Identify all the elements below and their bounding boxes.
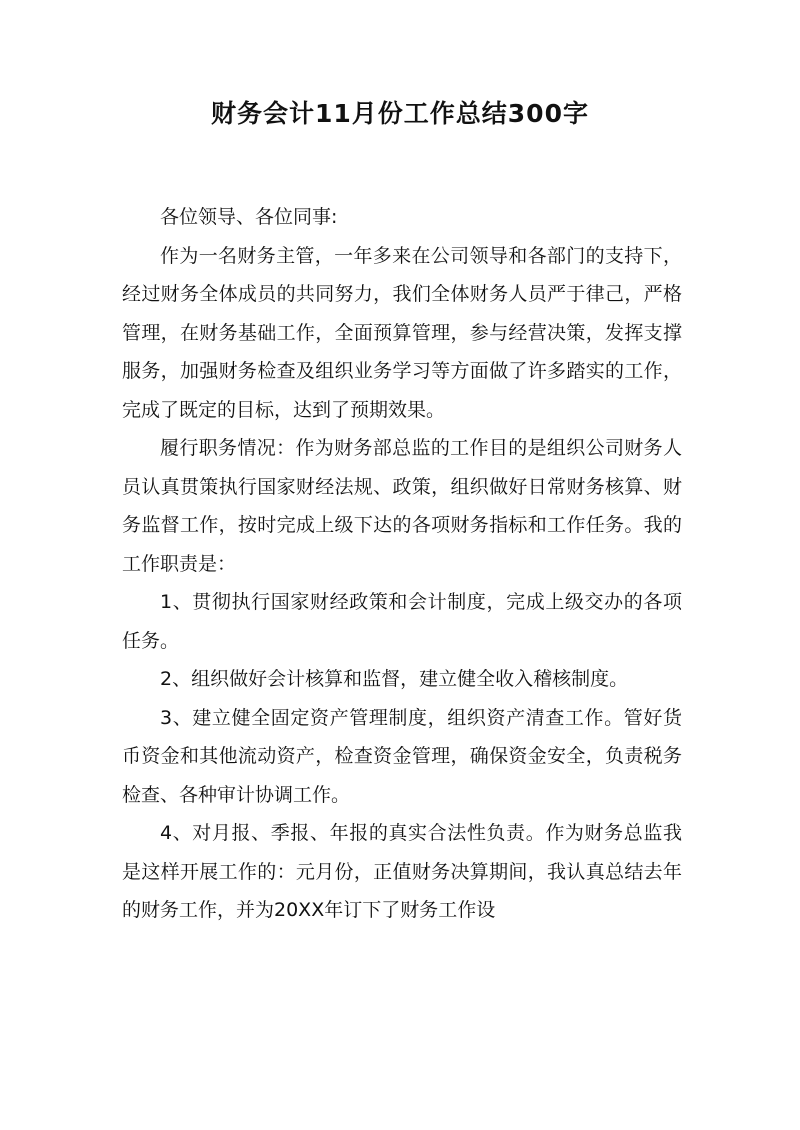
duties-paragraph: 履行职务情况：作为财务部总监的工作目的是组织公司财务人员认真贯策执行国家财经法规、政策，组织做好日常财务核算、财务监督工作，按时完成上级下达的各项财务指标和工作任务。我的工作职责是： bbox=[122, 437, 682, 575]
list-item-2: 2、组织做好会计核算和监督，建立健全收入稽核制度。 bbox=[160, 668, 629, 690]
intro-paragraph: 作为一名财务主管，一年多来在公司领导和各部门的支持下，经过财务全体成员的共同努力，我们全体财务人员严于律己，严格管理，在财务基础工作，全面预算管理，参与经营决策，发挥支撑服务，加强财务检查及组织业务学习等方面做了许多踏实的工作，完成了既定的目标，达到了预期效果。 bbox=[122, 244, 682, 421]
list-item-3: 3、建立健全固定资产管理制度，组织资产清查工作。管好货币资金和其他流动资产，检查资金管理，确保资金安全，负责税务检查、各种审计协调工作。 bbox=[122, 706, 682, 806]
list-item-1: 1、贯彻执行国家财经政策和会计制度，完成上级交办的各项任务。 bbox=[122, 591, 682, 652]
document-body bbox=[122, 198, 682, 930]
document-title: 财务会计11月份工作总结300字 bbox=[211, 99, 589, 128]
list-item-4: 4、对月报、季报、年报的真实合法性负责。作为财务总监我是这样开展工作的：元月份，正值财务决算期间，我认真总结去年的财务工作，并为20XX年订下了财务工作设 bbox=[122, 822, 682, 921]
greeting-paragraph: 各位领导、各位同事: bbox=[160, 206, 338, 228]
